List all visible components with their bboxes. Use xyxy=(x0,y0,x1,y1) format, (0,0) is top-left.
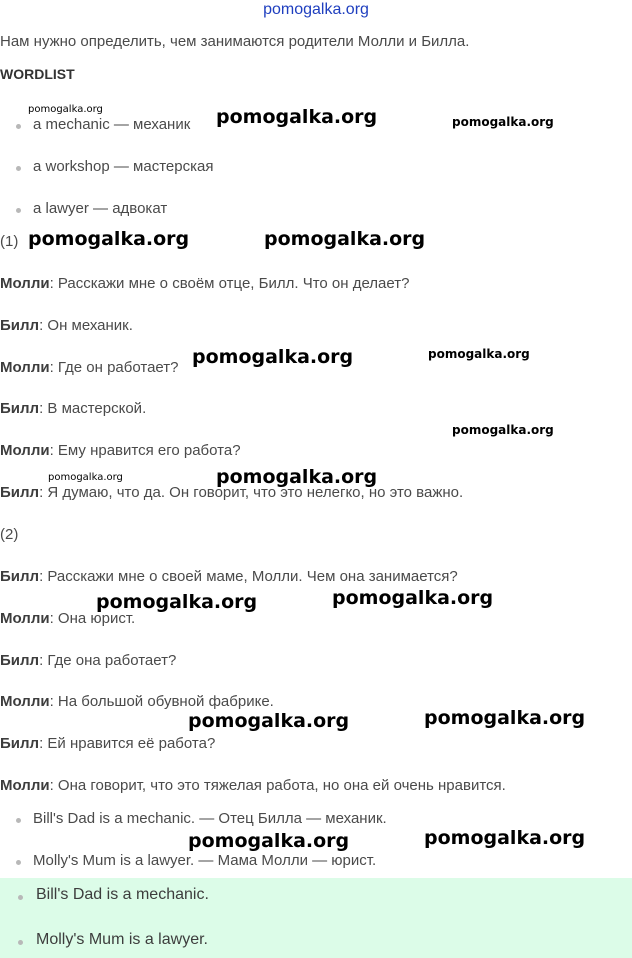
dialog-2-number: (2) xyxy=(0,526,19,543)
dialog-line xyxy=(0,652,176,669)
watermark: pomogalka.org xyxy=(332,587,494,609)
speaker: Молли xyxy=(0,777,50,794)
wordlist-title: WORDLIST xyxy=(0,66,75,82)
watermark: pomogalka.org xyxy=(452,423,554,437)
dialog-line xyxy=(0,693,274,710)
bullet-icon xyxy=(16,124,21,129)
watermark: pomogalka.org xyxy=(428,347,530,361)
watermark: pomogalka.org xyxy=(216,466,378,488)
watermark: pomogalka.org xyxy=(28,228,190,250)
line-text: : Я думаю, что да. Он говорит, что это нелегко, но это важно. xyxy=(39,484,464,501)
watermark: pomogalka.org xyxy=(48,472,123,483)
dialog-line xyxy=(0,317,133,334)
watermark: pomogalka.org xyxy=(452,115,554,129)
watermark: pomogalka.org xyxy=(216,106,378,128)
dialog-1-number: (1) xyxy=(0,233,19,250)
speaker: Билл xyxy=(0,652,40,669)
bullet-icon xyxy=(18,895,23,900)
bullet-icon xyxy=(16,208,21,213)
bullet-icon xyxy=(16,166,21,171)
wordlist-item: a workshop — мастерская xyxy=(33,158,214,175)
watermark: pomogalka.org xyxy=(28,104,103,115)
watermark: pomogalka.org xyxy=(188,830,350,852)
speaker: Молли xyxy=(0,693,50,710)
dialog-line xyxy=(0,359,178,376)
speaker: Молли xyxy=(0,442,50,459)
watermark: pomogalka.org xyxy=(424,827,586,849)
intro-text: Нам нужно определить, чем занимаются родители Молли и Билла. xyxy=(0,33,470,50)
line-text: : Она юрист. xyxy=(49,610,136,627)
line-text: : Расскажи мне о своей маме, Молли. Чем она занимается? xyxy=(39,568,458,585)
watermark: pomogalka.org xyxy=(96,591,258,613)
line-text: : Она говорит, что это тяжелая работа, но она ей очень нравится. xyxy=(49,777,506,794)
line-text: : Расскажи мне о своём отце, Билл. Что он делает? xyxy=(49,275,410,292)
conclusion-item: Bill's Dad is a mechanic. — Отец Билла — механик. xyxy=(33,810,387,827)
line-text: : Он механик. xyxy=(39,317,133,334)
dialog-line xyxy=(0,275,409,292)
dialog-line xyxy=(0,400,146,417)
answer-box xyxy=(0,878,632,958)
dialog-line xyxy=(0,735,215,752)
answer-item: Molly's Mum is a lawyer. xyxy=(36,931,208,948)
conclusion-item: Molly's Mum is a lawyer. — Мама Молли — юрист. xyxy=(33,852,377,869)
answer-item: Bill's Dad is a mechanic. xyxy=(36,886,209,903)
watermark: pomogalka.org xyxy=(424,707,586,729)
line-text: : Где он работает? xyxy=(49,359,179,376)
speaker: Молли xyxy=(0,275,50,292)
watermark: pomogalka.org xyxy=(188,710,350,732)
wordlist-item: a lawyer — адвокат xyxy=(33,200,168,217)
speaker: Молли xyxy=(0,610,50,627)
speaker: Билл xyxy=(0,400,40,417)
line-text: : Где она работает? xyxy=(39,652,177,669)
line-text: : Ей нравится её работа? xyxy=(39,735,216,752)
bullet-icon xyxy=(18,940,23,945)
dialog-line xyxy=(0,568,458,585)
wordlist-item: a mechanic — механик xyxy=(33,116,191,133)
speaker: Молли xyxy=(0,359,50,376)
line-text: : На большой обувной фабрике. xyxy=(49,693,274,710)
watermark: pomogalka.org xyxy=(192,346,354,368)
watermark: pomogalka.org xyxy=(264,228,426,250)
speaker: Билл xyxy=(0,317,40,334)
dialog-line xyxy=(0,777,506,794)
dialog-line xyxy=(0,442,241,459)
site-header[interactable]: pomogalka.org xyxy=(263,1,369,18)
speaker: Билл xyxy=(0,568,40,585)
bullet-icon xyxy=(16,818,21,823)
line-text: : Ему нравится его работа? xyxy=(49,442,241,459)
speaker: Билл xyxy=(0,735,40,752)
speaker: Билл xyxy=(0,484,40,501)
bullet-icon xyxy=(16,860,21,865)
line-text: : В мастерской. xyxy=(39,400,147,417)
